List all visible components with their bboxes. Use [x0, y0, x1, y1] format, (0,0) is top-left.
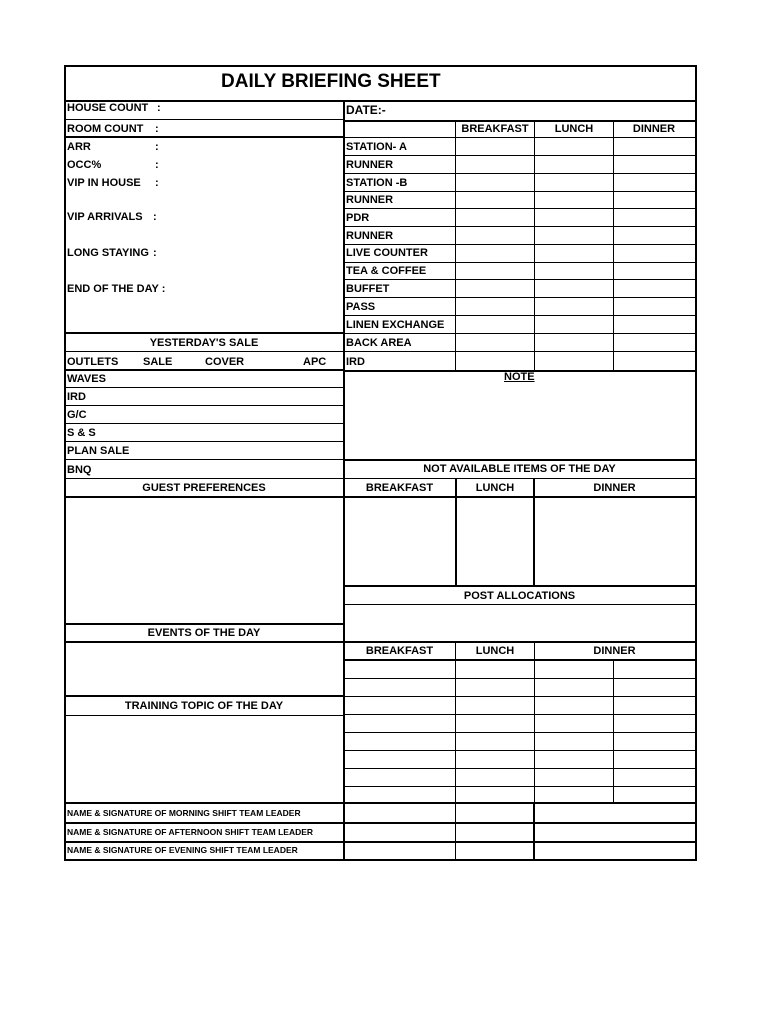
station-row: RUNNER [346, 230, 394, 242]
yesterdays-sale-title: YESTERDAY'S SALE [149, 337, 259, 349]
station-row: STATION -B [346, 177, 408, 189]
training-topic-title: TRAINING TOPIC OF THE DAY [124, 700, 284, 712]
na-header-dinner: DINNER [593, 482, 636, 494]
sale-col-apc: APC [303, 356, 327, 368]
info-occ-label: OCC% [67, 159, 102, 171]
pa-header-dinner: DINNER [593, 645, 636, 657]
station-row: BUFFET [346, 283, 390, 295]
header-breakfast: BREAKFAST [461, 123, 529, 135]
sale-col-outlets: OUTLETS [67, 356, 119, 368]
page-title: DAILY BRIEFING SHEET [221, 71, 441, 92]
info-room-count-colon: : [155, 123, 159, 135]
guest-preferences-title: GUEST PREFERENCES [142, 482, 266, 494]
info-long-staying-label: LONG STAYING [67, 247, 149, 259]
header-lunch: LUNCH [554, 123, 594, 135]
not-available-title: NOT AVAILABLE ITEMS OF THE DAY [423, 463, 616, 475]
info-vip-in-house-colon: : [155, 177, 159, 189]
header-dinner: DINNER [632, 123, 676, 135]
info-house-count-label: HOUSE COUNT [67, 102, 149, 114]
info-room-count-label: ROOM COUNT [67, 123, 144, 135]
na-header-breakfast: BREAKFAST [365, 482, 434, 494]
station-row: BACK AREA [346, 337, 412, 349]
info-house-count-colon: : [157, 102, 161, 114]
outlet-row: S & S [67, 427, 96, 439]
outlet-row: PLAN SALE [67, 445, 130, 457]
pa-header-lunch: LUNCH [475, 645, 515, 657]
sale-col-sale: SALE [143, 356, 173, 368]
outlet-row: G/C [67, 409, 87, 421]
outlet-row: IRD [67, 391, 86, 403]
post-allocations-title: POST ALLOCATIONS [463, 590, 576, 602]
na-header-lunch: LUNCH [475, 482, 515, 494]
briefing-sheet [64, 65, 697, 861]
date-label: DATE:- [346, 103, 386, 117]
station-row: STATION- A [346, 141, 407, 153]
info-occ-colon: : [155, 159, 159, 171]
events-of-day-title: EVENTS OF THE DAY [147, 627, 261, 639]
station-row: TEA & COFFEE [346, 265, 427, 277]
note-label: NOTE [504, 371, 535, 383]
info-end-of-day-label: END OF THE DAY : [67, 283, 166, 295]
signature-evening-label: NAME & SIGNATURE OF EVENING SHIFT TEAM LEADER [67, 845, 298, 855]
info-arr-colon: : [155, 141, 159, 153]
station-row: PDR [346, 212, 370, 224]
info-vip-arrivals-colon: : [153, 211, 157, 223]
outlet-row: BNQ [67, 464, 92, 476]
info-vip-in-house-label: VIP IN HOUSE [67, 177, 141, 189]
info-vip-arrivals-label: VIP ARRIVALS [67, 211, 143, 223]
station-row: RUNNER [346, 159, 394, 171]
outlet-row: WAVES [67, 373, 106, 385]
info-long-staying-colon: : [153, 247, 157, 259]
station-row: RUNNER [346, 194, 394, 206]
station-row: LINEN EXCHANGE [346, 319, 445, 331]
station-row: LIVE COUNTER [346, 247, 428, 259]
pa-header-breakfast: BREAKFAST [365, 645, 434, 657]
station-row: IRD [346, 356, 365, 368]
station-row: PASS [346, 301, 376, 313]
signature-morning-label: NAME & SIGNATURE OF MORNING SHIFT TEAM LEADER [67, 808, 301, 818]
info-arr-label: ARR [67, 141, 91, 153]
sale-col-cover: COVER [205, 356, 245, 368]
signature-afternoon-label: NAME & SIGNATURE OF AFTERNOON SHIFT TEAM LEADER [67, 827, 314, 837]
